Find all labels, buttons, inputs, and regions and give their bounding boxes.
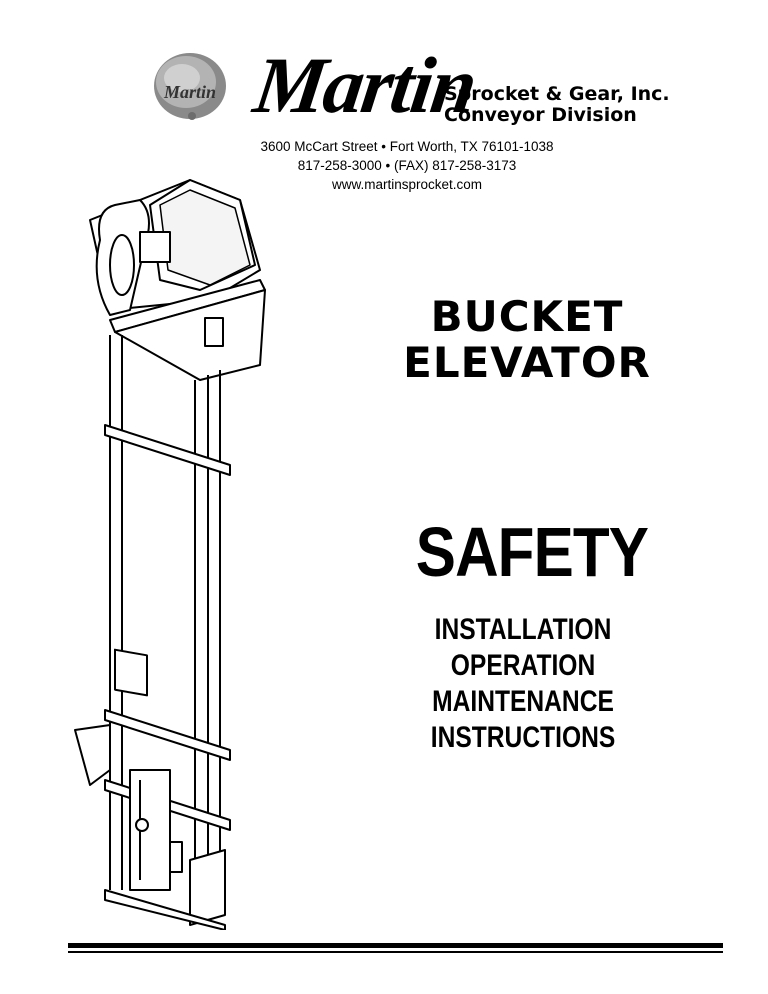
company-line-2: Conveyor Division: [444, 104, 637, 126]
instructions-item: INSTALLATION: [434, 613, 612, 646]
instructions-item: OPERATION: [450, 649, 596, 682]
street-address: 3600 McCart Street • Fort Worth, TX 76101-1038: [260, 139, 554, 154]
inlet-chute: [75, 725, 110, 785]
head-section: [90, 180, 265, 380]
emblem-text: Martin: [163, 82, 217, 102]
bucket-elevator-illustration: [60, 170, 390, 930]
company-name: [444, 84, 670, 126]
footer-rule-thick: [68, 943, 723, 948]
website: www.martinsprocket.com: [331, 177, 483, 192]
instructions-list: [422, 612, 624, 756]
footer-rule-thin: [68, 951, 723, 953]
safety-heading: SAFETY: [415, 513, 649, 591]
instructions-item: MAINTENANCE: [432, 685, 614, 718]
instructions-item: INSTRUCTIONS: [430, 721, 616, 754]
martin-script-logo: Martin: [248, 42, 481, 130]
martin-emblem-logo: [150, 48, 230, 128]
phone-fax: 817-258-3000 • (FAX) 817-258-3173: [297, 158, 517, 173]
title-line-1: BUCKET: [430, 292, 624, 341]
document-title: [392, 294, 662, 386]
company-line-1: Sprocket & Gear, Inc.: [444, 83, 670, 105]
title-line-2: ELEVATOR: [403, 338, 651, 387]
